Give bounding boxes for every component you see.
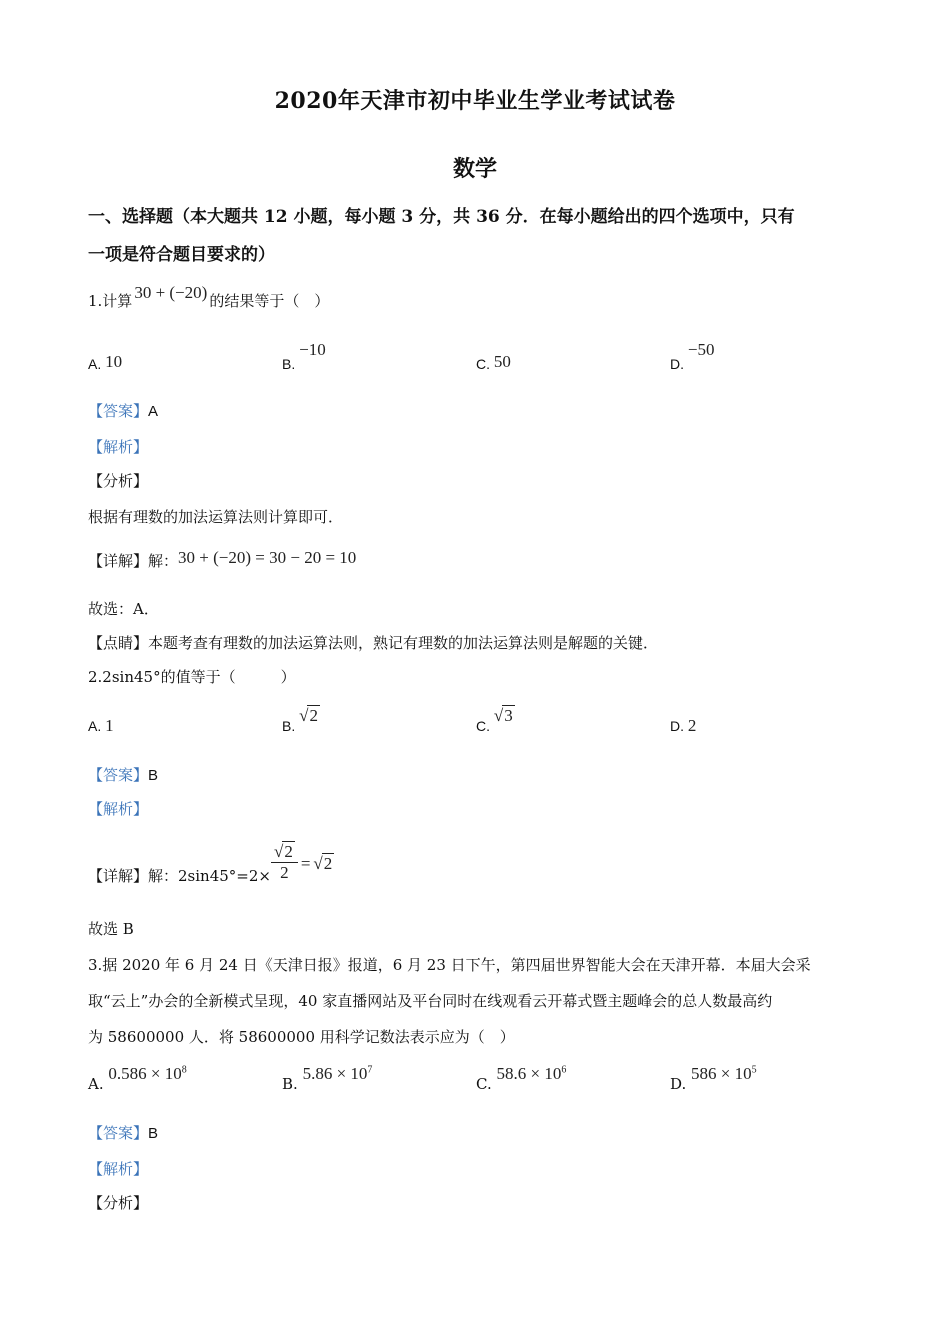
q2-option-d: D. 2 <box>670 716 697 735</box>
q3-option-d: D. $586 \times 10^5$ <box>670 1064 757 1093</box>
q2-option-c: C. √3 <box>476 706 513 734</box>
q2-answer: 【答案】B <box>88 767 159 784</box>
q3-stem-line1: 3.据 2020 年 6 月 24 日《天津日报》报道，6 月 23 日下午，第四届世界智能大会在天津开幕．本届大会采 <box>88 956 811 974</box>
section-heading-line1: 一、选择题（本大题共 12 小题，每小题 3 分，共 36 分．在每小题给出的四个选项中，只有 <box>88 207 795 227</box>
q2-analysis-label: 【解析】 <box>88 801 149 818</box>
q3-option-b: B. $5.86 \times 10^7$ <box>282 1064 373 1093</box>
q1-fenxi-label: 【分析】 <box>88 473 149 490</box>
q3-fenxi-label: 【分析】 <box>88 1195 149 1212</box>
q1-stem <box>88 283 330 311</box>
q1-detail-expression: 30 + (−20) = 30 − 20 = 10 <box>178 548 357 567</box>
q3-option-c: C. $58.6 \times 10^6$ <box>476 1064 567 1093</box>
q1-chosen: 故选：A． <box>88 600 159 618</box>
q2-option-b: B. √2 <box>282 706 318 734</box>
q2-stem: 2.2sin45°的值等于（ ） <box>88 668 296 686</box>
q1-option-d: D. −50 <box>670 340 715 372</box>
q3-option-a: A. $0.586 \times 10^8$ <box>88 1064 187 1093</box>
q1-option-b: B. −10 <box>282 340 326 372</box>
q3-stem-line2: 取“云上”办会的全新模式呈现，40 家直播网站及平台同时在线观看云开幕式暨主题峰会的总人数最高约 <box>88 992 773 1010</box>
q1-detail: 【详解】解：30 + (−20) = 30 − 20 = 10 <box>88 548 357 570</box>
q1-expression: 30 + (−20) <box>134 283 208 302</box>
q1-option-c: C. 50 <box>476 352 511 372</box>
q1-suffix: 的结果等于（ ） <box>209 292 330 310</box>
q3-stem-line3: 为 58600000 人．将 58600000 用科学记数法表示应为（ ） <box>88 1028 515 1046</box>
q2-chosen: 故选 B <box>88 920 134 938</box>
q1-answer: 【答案】A <box>88 403 159 420</box>
q1-dianjing: 【点睛】本题考查有理数的加法运算法则，熟记有理数的加法运算法则是解题的关键． <box>88 634 659 652</box>
q2-detail: 【详解】解：2sin45°=2× $\frac{√2}{2}$ = √2 <box>88 842 333 885</box>
q1-fenxi-text: 根据有理数的加法运算法则计算即可． <box>88 508 344 526</box>
q1-analysis-label: 【解析】 <box>88 439 149 456</box>
q1-option-a: A. 10 <box>88 352 123 372</box>
page-title: 2020年天津市初中毕业生学业考试试卷 <box>274 88 676 114</box>
q1-prefix: 1.计算 <box>88 292 133 310</box>
subject-title: 数学 <box>452 156 497 182</box>
q3-answer: 【答案】B <box>88 1125 159 1142</box>
q3-analysis-label: 【解析】 <box>88 1161 149 1178</box>
section-heading-line2: 一项是符合题目要求的） <box>88 245 275 265</box>
q2-option-a: A. 1 <box>88 716 114 735</box>
q2-fraction: $\frac{√2}{2}$ <box>271 842 298 883</box>
